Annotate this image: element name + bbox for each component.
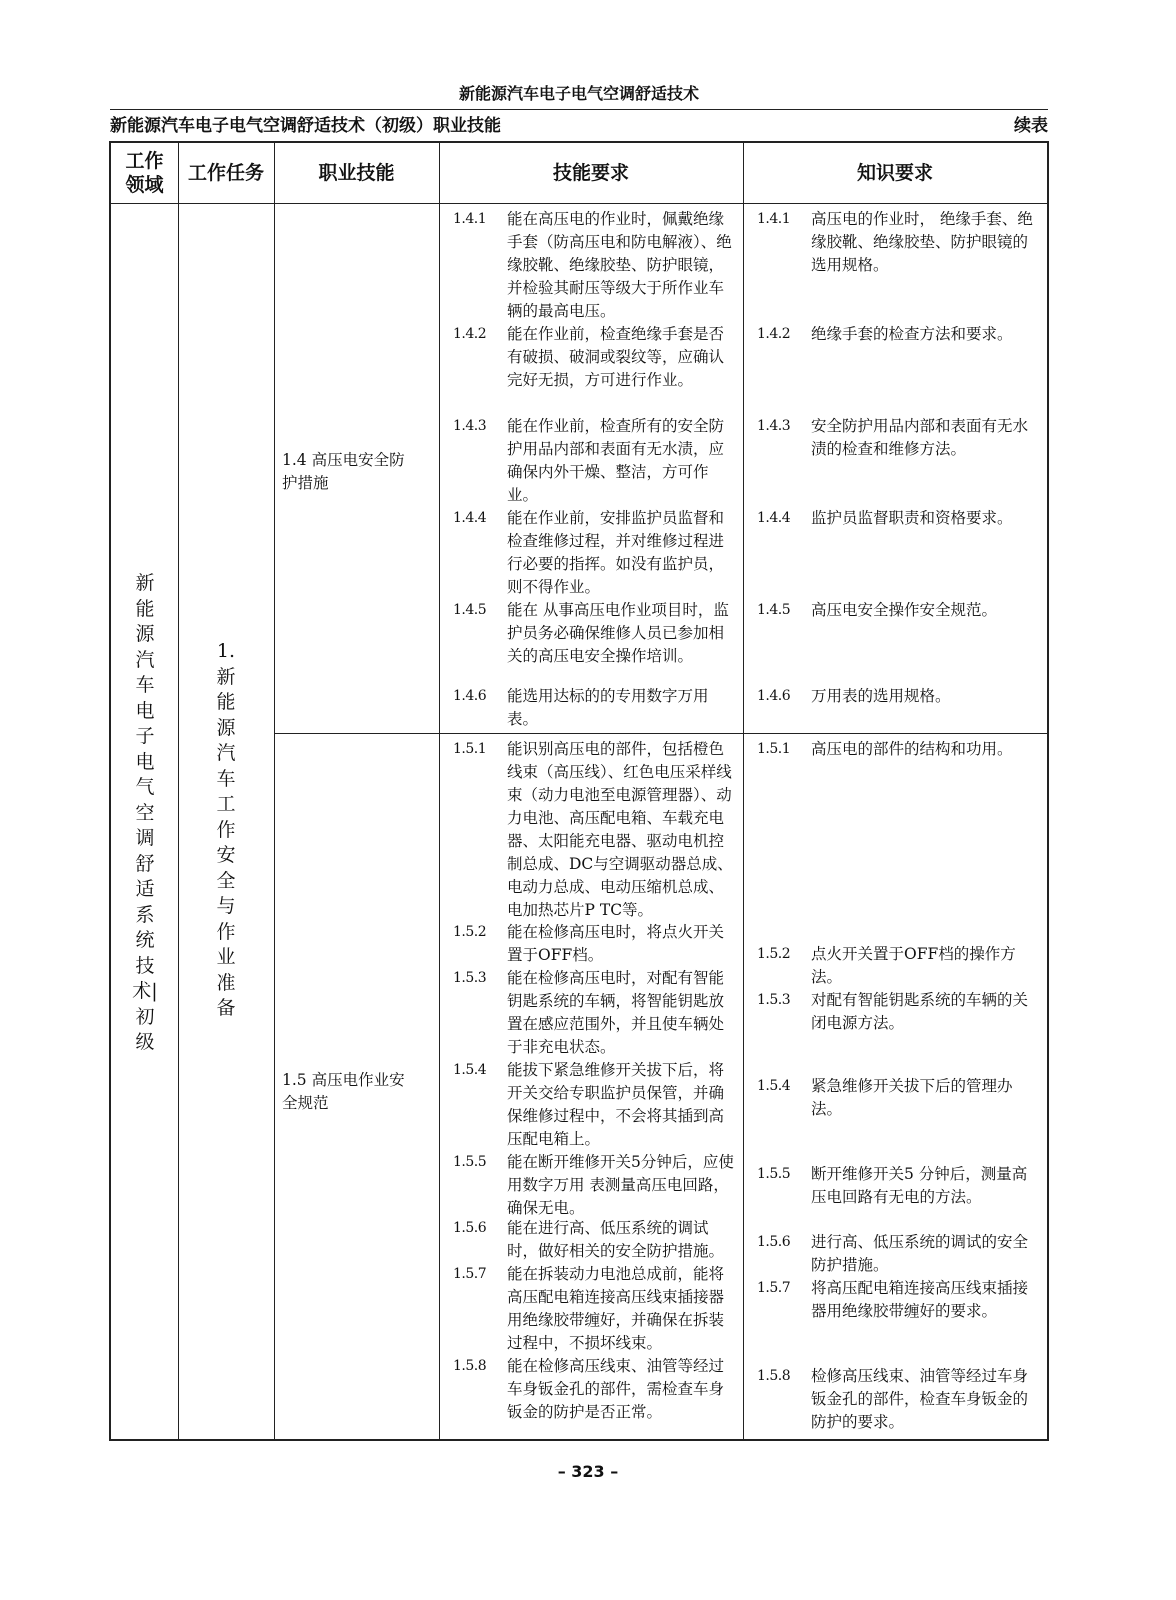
skill-requirement-item: 1.5.8 能在检修高压线束、油管等经过车身钣金孔的部件，需检查车身钣金的防护是否正常。 <box>453 1357 725 1421</box>
skill-requirement-item: 1.5.1 能识别高压电的部件，包括橙色线束（高压线）、红色电压采样线束（动力电池至电源管理器）、动力电池、高压配电箱、车载充电器、太阳能充电器、驱动电机控制总成、DC与空调驱动器总成、电动力总成、电动压缩机总成、电加热芯片P TC等。 <box>453 740 733 919</box>
knowledge-requirement-item: 1.4.6 万用表的选用规格。 <box>757 687 951 705</box>
skills-table <box>109 141 1049 1441</box>
column-divider <box>178 143 179 1439</box>
work-domain-cell: 新能源汽车电子电气空调舒适系统技术|初级 <box>132 572 158 1053</box>
knowledge-requirement-item: 1.4.2 绝缘手套的检查方法和要求。 <box>757 325 1013 343</box>
skill-requirement-item: 1.4.3 能在作业前，检查所有的安全防护用品内部和表面有无水渍，应确保内外干燥、整洁，方可作业。 <box>453 417 725 504</box>
running-header: 新能源汽车电子电气空调舒适技术 <box>458 84 699 103</box>
skill-requirement-item: 1.5.3 能在检修高压电时，对配有智能钥匙系统的车辆，将智能钥匙放置在感应范围外，并且使车辆处于非充电状态。 <box>453 969 725 1056</box>
knowledge-requirement-item: 1.5.5 断开维修开关5 分钟后，测量高压电回路有无电的方法。 <box>757 1165 1028 1206</box>
skill-requirement-item: 1.5.5 能在断开维修开关5分钟后，应使用数字万用 表测量高压电回路，确保无电。 <box>453 1153 734 1217</box>
knowledge-requirement-item: 1.5.2 点火开关置于OFF档的操作方法。 <box>757 945 1016 986</box>
skill-name: 1.5 高压电作业安全规范 <box>282 1071 405 1112</box>
knowledge-requirement-item: 1.5.1 高压电的部件的结构和功用。 <box>757 740 1013 758</box>
column-divider <box>743 143 744 1439</box>
header-domain: 工作领域 <box>125 150 164 196</box>
knowledge-requirement-item: 1.5.3 对配有智能钥匙系统的车辆的关闭电源方法。 <box>757 991 1029 1032</box>
header-task: 工作任务 <box>187 162 264 184</box>
continued-label: 续表 <box>1014 116 1048 136</box>
skill-requirement-item: 1.4.1 能在高压电的作业时，佩戴绝缘手套（防高压电和防电解液）、绝缘胶靴、绝缘胶垫、防护眼镜，并检验其耐压等级大于所作业车辆的最高电压。 <box>453 210 732 320</box>
page-number: – 323 – <box>557 1462 619 1481</box>
header-rule <box>110 109 1048 110</box>
column-divider <box>274 143 275 1439</box>
knowledge-requirement-item: 1.5.8 检修高压线束、油管等经过车身钣金孔的部件，检查车身钣金的防护的要求。 <box>757 1367 1029 1431</box>
skill-requirement-item: 1.4.4 能在作业前，安排监护员监督和检查维修过程，并对维修过程进行必要的指挥。如没有监护员，则不得作业。 <box>453 509 725 596</box>
row-divider <box>274 733 1047 734</box>
skill-requirement-item: 1.4.5 能在 从事高压电作业项目时，监护员务必确保维修人员已参加相关的高压电安全操作培训。 <box>453 601 729 665</box>
knowledge-requirement-item: 1.4.5 高压电安全操作安全规范。 <box>757 601 998 619</box>
knowledge-requirement-item: 1.4.1 高压电的作业时， 绝缘手套、绝缘胶靴、绝缘胶垫、防护眼镜的选用规格。 <box>757 210 1033 274</box>
header-skill-requirements: 技能要求 <box>552 162 629 184</box>
skill-requirement-item: 1.5.7 能在拆装动力电池总成前，能将高压配电箱连接高压线束插接器用绝缘胶带缠好，并确保在拆装过程中，不损坏线束。 <box>453 1265 725 1352</box>
knowledge-requirement-item: 1.4.4 监护员监督职责和资格要求。 <box>757 509 1013 527</box>
header-divider <box>111 203 1047 204</box>
knowledge-requirement-item: 1.5.4 紧急维修开关拔下后的管理办法。 <box>757 1077 1013 1118</box>
column-divider <box>439 143 440 1439</box>
header-knowledge-requirements: 知识要求 <box>856 162 933 184</box>
work-task-cell: 1.新能源汽车工作安全与作业准备 <box>216 640 236 1019</box>
skill-name: 1.4 高压电安全防护措施 <box>282 451 405 492</box>
header-skill: 职业技能 <box>318 162 395 184</box>
skill-requirement-item: 1.4.2 能在作业前，检查绝缘手套是否有破损、破洞或裂纹等，应确认完好无损，方可进行作业。 <box>453 325 725 389</box>
skill-requirement-item: 1.4.6 能选用达标的的专用数字万用表。 <box>453 687 709 728</box>
knowledge-requirement-item: 1.5.6 进行高、低压系统的调试的安全防护措施。 <box>757 1233 1029 1274</box>
knowledge-requirement-item: 1.5.7 将高压配电箱连接高压线束插接器用绝缘胶带缠好的要求。 <box>757 1279 1029 1320</box>
skill-requirement-item: 1.5.6 能在进行高、低压系统的调试时，做好相关的安全防护措施。 <box>453 1219 725 1260</box>
skill-requirement-item: 1.5.4 能拔下紧急维修开关拔下后，将开关交给专职监护员保管，并确保维修过程中，不会将其插到高压配电箱上。 <box>453 1061 725 1148</box>
skill-requirement-item: 1.5.2 能在检修高压电时，将点火开关置于OFF档。 <box>453 923 725 964</box>
knowledge-requirement-item: 1.4.3 安全防护用品内部和表面有无水渍的检查和维修方法。 <box>757 417 1029 458</box>
table-title: 新能源汽车电子电气空调舒适技术（初级）职业技能 <box>110 116 501 136</box>
